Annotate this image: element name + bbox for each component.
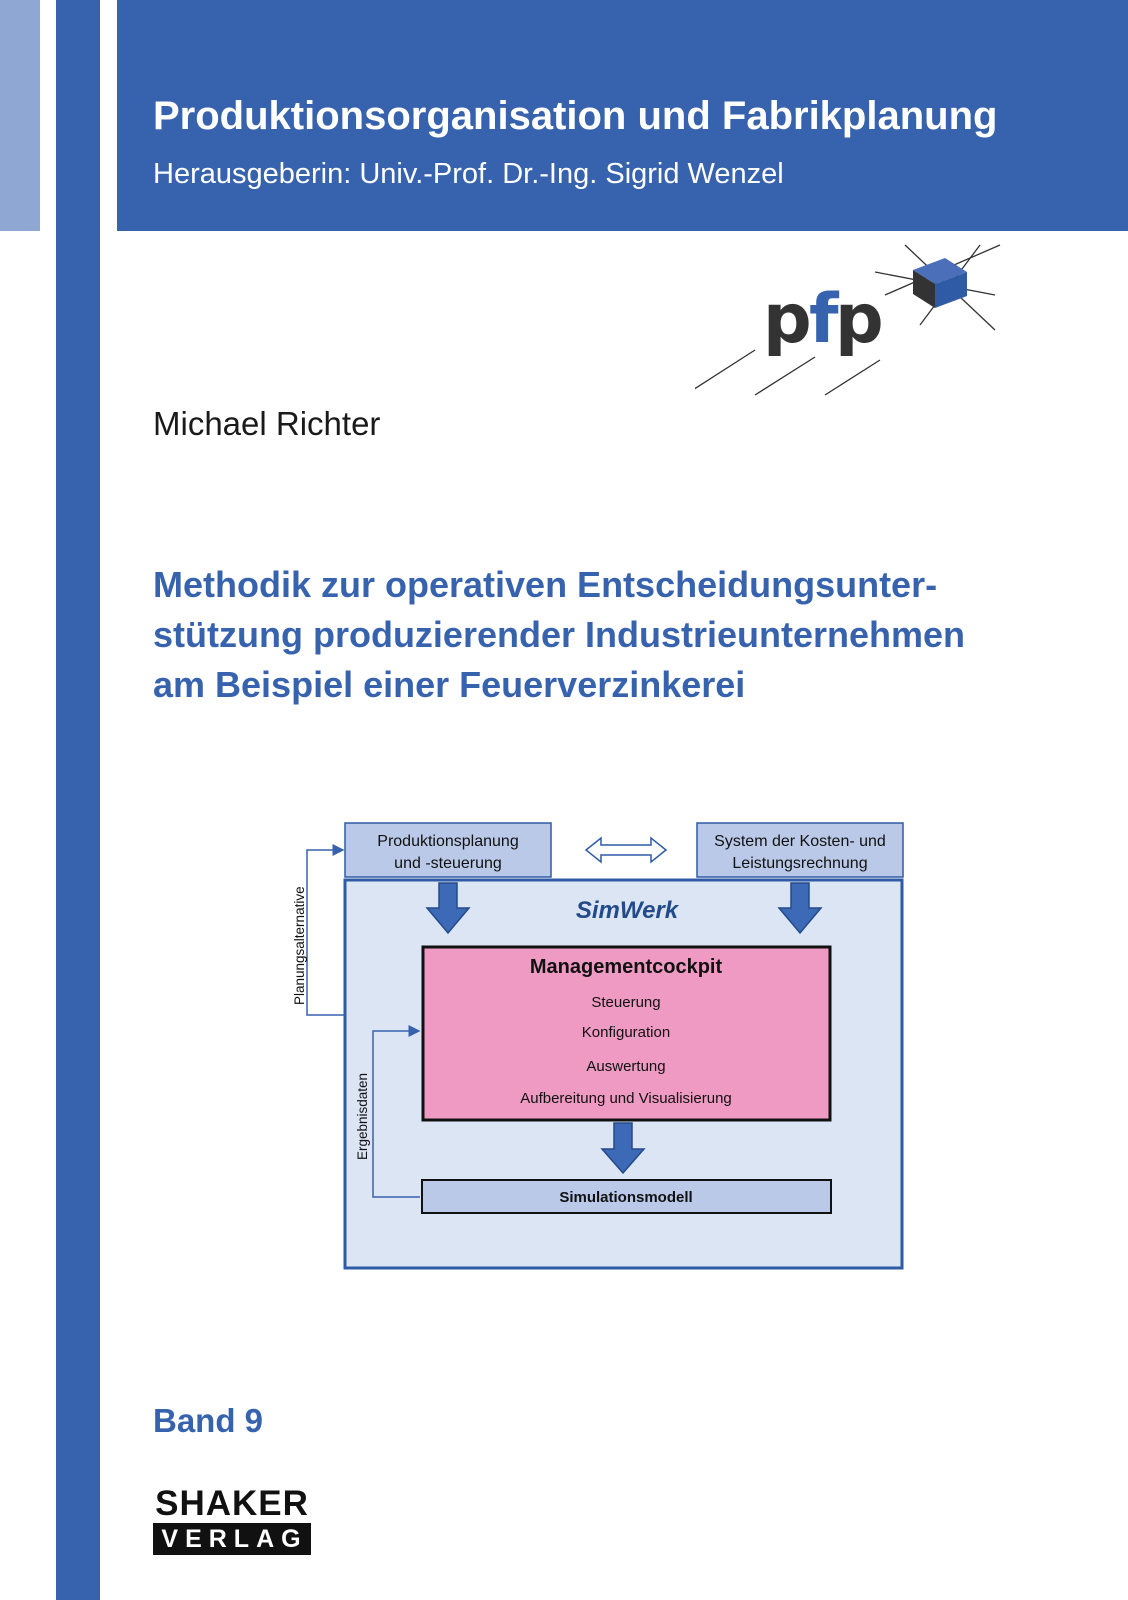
logo-letter-p2: p — [835, 280, 884, 359]
label-planning-alternative: Planungsalternative — [292, 886, 307, 1005]
cube-icon — [913, 258, 967, 308]
cockpit-item: Konfiguration — [581, 1024, 671, 1041]
publisher-line1: SHAKER — [155, 1484, 309, 1523]
box-right-line2: Leistungsrechnung — [732, 855, 868, 872]
publisher-logo — [153, 1485, 311, 1555]
logo-grid-line — [825, 360, 880, 395]
double-arrow-icon — [586, 838, 666, 862]
cockpit-title: Managementcockpit — [529, 956, 723, 978]
publisher-line2: VERLAG — [153, 1523, 311, 1555]
feedback-arrow-planning — [307, 850, 345, 1015]
book-title-line: am Beispiel einer Feuerverzinkerei — [153, 664, 746, 705]
author-name: Michael Richter — [153, 405, 381, 442]
box-left-line1: Produktionsplanung — [377, 833, 519, 850]
cockpit-item: Steuerung — [591, 994, 661, 1011]
volume-number: Band 9 — [153, 1402, 264, 1439]
series-title: Produktionsorganisation und Fabrikplanung — [153, 94, 998, 138]
pfp-logo — [695, 240, 1025, 410]
label-result-data: Ergebnisdaten — [355, 1072, 370, 1160]
book-title-line: Methodik zur operativen Entscheidungsunter- — [153, 564, 938, 605]
cockpit-item: Aufbereitung und Visualisierung — [520, 1090, 732, 1107]
box-left-line2: und -steuerung — [394, 855, 502, 872]
simwerk-diagram — [285, 815, 930, 1270]
logo-grid-line — [755, 357, 815, 395]
book-title-line: stützung produzierender Industrieunternehmen — [153, 614, 966, 655]
cover-stripe-light — [0, 0, 40, 231]
logo-letter-f: f — [809, 280, 839, 359]
logo-letter-p1: p — [763, 280, 812, 359]
cover-stripe-dark — [56, 0, 100, 1600]
series-editor: Herausgeberin: Univ.-Prof. Dr.-Ing. Sigrid Wenzel — [153, 158, 784, 190]
simulation-model-label: Simulationsmodell — [559, 1189, 693, 1206]
logo-grid-line — [695, 350, 755, 395]
frame-title: SimWerk — [575, 897, 679, 924]
book-title — [153, 560, 965, 710]
box-right-line1: System der Kosten- und — [714, 833, 886, 850]
cockpit-item: Auswertung — [586, 1058, 666, 1075]
